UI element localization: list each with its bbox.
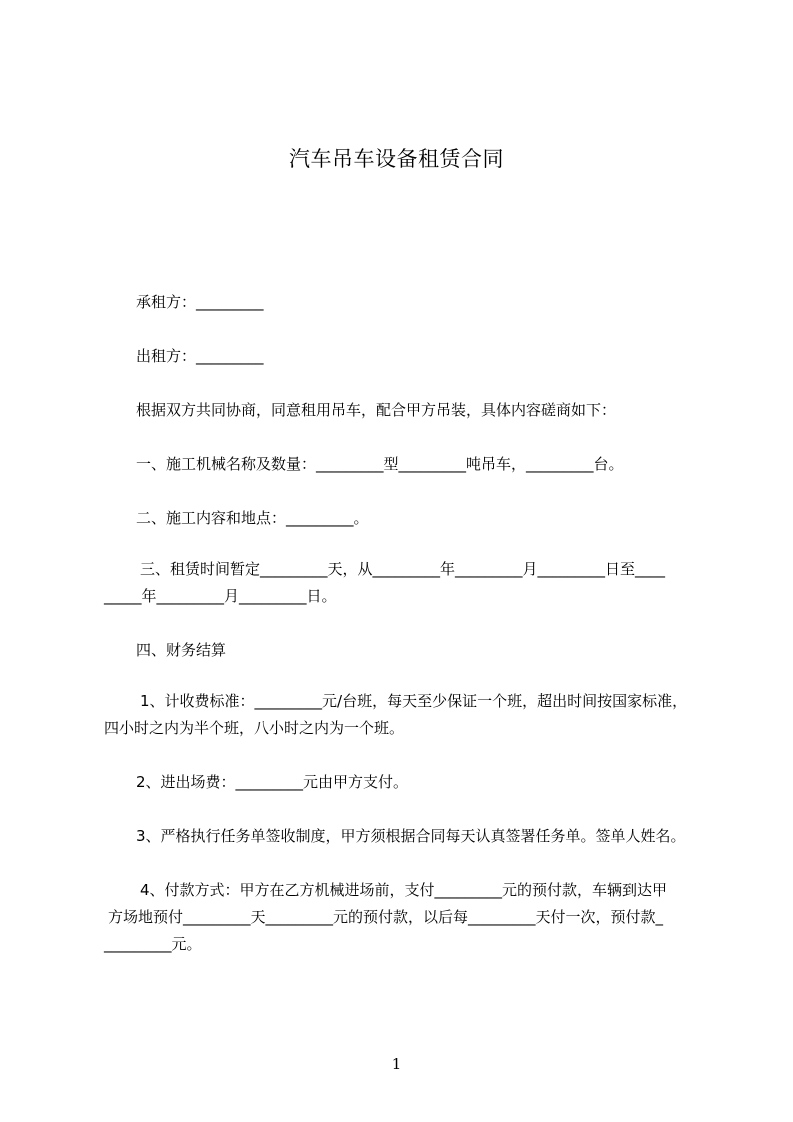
intro-paragraph: 根据双方共同协商，同意租用吊车，配合甲方吊装，具体内容磋商如下：	[136, 401, 617, 419]
item-4-line-2: 方场地预付_________天_________元的预付款，以后每_________天付一次，预付款_	[108, 908, 664, 926]
clause-1: 一、施工机械名称及数量：_________型_________吨吊车，_________台。	[136, 455, 624, 473]
item-1-line-1: 1、计收费标准：_________元/台班，每天至少保证一个班，超出时间按国家标准，	[140, 692, 688, 710]
item-2: 2、进出场费：_________元由甲方支付。	[136, 773, 409, 791]
clause-4-heading: 四、财务结算	[136, 641, 227, 659]
clause-3-line-1: 三、租赁时间暂定_________天，从_________年_________月_________日至____	[140, 560, 666, 578]
item-4-line-1: 4、付款方式：甲方在乙方机械进场前，支付_________元的预付款，车辆到达甲	[140, 881, 668, 899]
clause-3-line-2: _____年_________月_________日。	[104, 587, 337, 605]
item-3: 3、严格执行任务单签收制度，甲方须根据合同每天认真签署任务单。签单人姓名。	[136, 827, 686, 845]
item-4-line-3: _________元。	[104, 935, 202, 953]
page-title: 汽车吊车设备租赁合同	[289, 147, 504, 171]
lessor-line: 出租方：_________	[136, 347, 264, 365]
clause-2: 二、施工内容和地点：_________。	[136, 509, 369, 527]
item-1-line-2: 四小时之内为半个班，八小时之内为一个班。	[104, 719, 405, 737]
lessee-line: 承租方：_________	[136, 293, 264, 311]
page-number: 1	[391, 1055, 402, 1073]
